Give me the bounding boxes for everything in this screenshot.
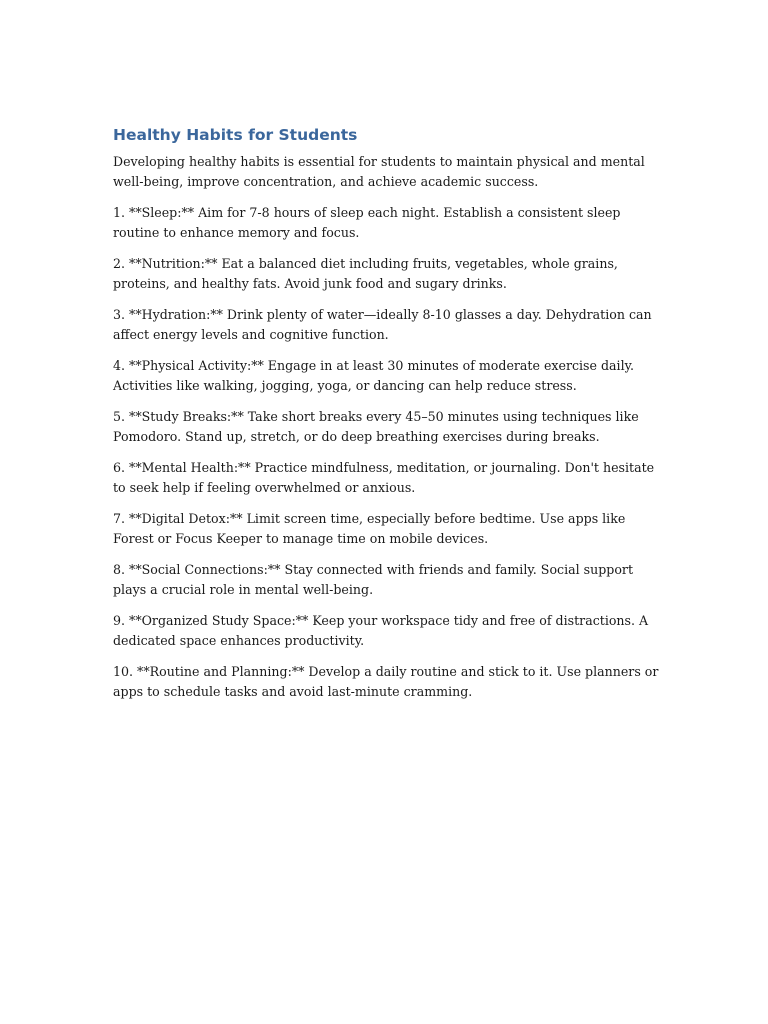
list-item: 4. **Physical Activity:** Engage in at least 30 minutes of moderate exercise daily. Activities like walking, jogging, yoga, or dancing can help reduce stress. xyxy=(113,358,635,393)
document-title: Healthy Habits for Students xyxy=(113,126,358,144)
list-item: 2. **Nutrition:** Eat a balanced diet including fruits, vegetables, whole grains, proteins, and healthy fats. Avoid junk food and sugary drinks. xyxy=(113,256,618,291)
list-item: 3. **Hydration:** Drink plenty of water—ideally 8-10 glasses a day. Dehydration can affect energy levels and cognitive function. xyxy=(113,307,652,342)
list-item: 1. **Sleep:** Aim for 7-8 hours of sleep each night. Establish a consistent sleep routine to enhance memory and focus. xyxy=(113,205,621,240)
list-item: 9. **Organized Study Space:** Keep your workspace tidy and free of distractions. A dedicated space enhances productivity. xyxy=(113,613,649,648)
list-item: 8. **Social Connections:** Stay connected with friends and family. Social support plays a crucial role in mental well-being. xyxy=(113,562,634,597)
document-page xyxy=(113,124,663,713)
habits-list xyxy=(113,203,663,701)
list-item: 7. **Digital Detox:** Limit screen time, especially before bedtime. Use apps like Forest or Focus Keeper to manage time on mobile devices. xyxy=(113,511,626,546)
list-item: 6. **Mental Health:** Practice mindfulness, meditation, or journaling. Don't hesitate to seek help if feeling overwhelmed or anxious. xyxy=(113,460,655,495)
list-item: 5. **Study Breaks:** Take short breaks every 45–50 minutes using techniques like Pomodoro. Stand up, stretch, or do deep breathing exercises during breaks. xyxy=(113,409,639,444)
list-item: 10. **Routine and Planning:** Develop a daily routine and stick to it. Use planners or apps to schedule tasks and avoid last-minute cramming. xyxy=(113,664,659,699)
intro-paragraph: Developing healthy habits is essential for students to maintain physical and mental well-being, improve concentration, and achieve academic success. xyxy=(113,154,645,189)
